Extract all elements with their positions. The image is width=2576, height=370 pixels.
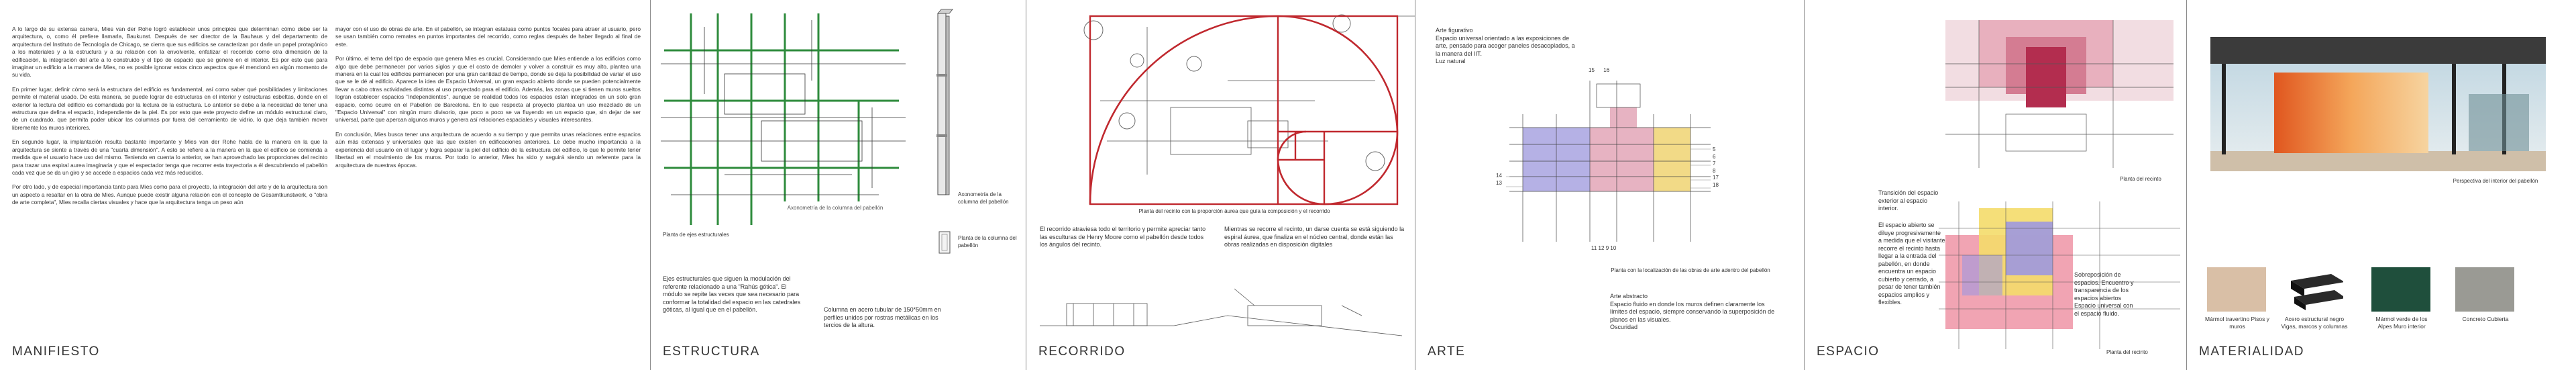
manifiesto-paragraph: En primer lugar, definir cómo será la estructura del edificio es fundamental, así como saber qué posibilidades y limitaciones permite el material usado. De esta manera, se puede lograr de estructuras en el interior y estructuras esbeltas, donde en el exterior la lectura del edificio es comandada por la lectura de la estructura. Lo anterior se debe a la necesidad de tener una estructura que defina el espacio, independiente de la piel. Es por esto que este proyecto define un módulo estructural claro, de un cuadrado, que permita poder ubicar las columnas por fuera del cerramiento de vidrio, lo que deja también mover libremente los muros interiores. — [12, 85, 327, 131]
section-title-recorrido: RECORRIDO — [1038, 344, 1126, 359]
arte-grid-labels-bottom: 11 12 9 10 — [1591, 245, 1617, 251]
arte-plan-caption: Planta con la localización de las obras de arte adentro del pabellón — [1611, 267, 1770, 273]
espacio-lower-caption: Planta del recinto — [2106, 349, 2148, 355]
arte-grid-labels-left: 14 13 — [1496, 173, 1502, 186]
material-caption: Concreto Cubierta — [2462, 316, 2509, 322]
structural-axes — [664, 13, 899, 225]
recorrido-text-left: El recorrido atraviesa todo el territorio y permite apreciar tanto las esculturas de Henry Moore como el pabellón desde todos los ángulos del recinto. — [1040, 226, 1206, 248]
steel-column — [2452, 64, 2456, 154]
material-caption: Mármol verde de los Alpes Muro interior — [2375, 316, 2428, 330]
panel-estructura — [651, 0, 1026, 370]
arte-intro-line: Espacio universal orientado a las exposiciones de arte, pensado para acoger paneles desacoplados, a la manera del IIT. — [1436, 34, 1575, 57]
manifiesto-paragraph: En segundo lugar, la implantación resulta bastante importante y Mies van der Rohe habla de la manera en la que la arquitectura se siente a través de una "cuarta dimensión". A esto se refiere a la manera en la que el edificio se comienda a medida que el usuario hace uso del mismo. Teniendo en cuenta lo anterior, se han aprovechado las proporciones del recinto para trazar una espiral aurea imaginaria y que el espectador tenga que recorrer esta trayectoria a él descubriendo el pabellón cada vez que se da un giro y se accede a espacios cada vez más reducidos. — [12, 138, 327, 176]
panel-manifiesto — [0, 0, 651, 370]
manifiesto-paragraph: Por último, el tema del tipo de espacio que genera Mies es crucial. Considerando que Mies entiende a los edificios como algo que debe permanecer por varios siglos y que el costo de demoler y volver a construir es muy alto, plantea una manera en la cual los edificios permanecen por una gran cantidad de tiempo, donde se deja la posibilidad de variar el uso que se le dé al edificio. Aparece la idea de Espacio Universal, un gran espacio abierto donde se pueden potencialmente llevar a cabo otras actividades distintas al uso proyectado para el edificio. Además, las zonas que si tienen muros sueltos logran establecer espacios "independientes", aunque se realidad todos los espacios están integrados en un solo gran espacio, como ocurre en el Pabellón de Barcelona. En lo que respecta al proyecto plantea un uso mezclado de un "Espacio Universal" con ningún muro divisorio, que poco a poco se va fluyendo en un espacio que, sin dejar de ser universal, parte que apercan algunos muros y genera así relaciones espaciales y visuales interesantes. — [335, 55, 641, 124]
estructura-text-left: Ejes estructurales que siguen la modulación del referente relacionado a una "Rahús gótica". El módulo se repite las veces que sea necesario para conformar la totalidad del espacio en las catedrales góticas, al igual que en el pabellón. — [663, 275, 801, 313]
swatch-travertino — [2207, 267, 2266, 312]
render-caption: Perspectiva del interior del pabellón — [2453, 178, 2538, 184]
axon-caption: Axonometría de la columna del pabellón — [787, 205, 883, 211]
espacio-text-top: Transición del espacio exterior al espacio interior. — [1878, 189, 1939, 212]
yellow-zone — [1654, 128, 1690, 191]
arte-bottom-line: Espacio fluido en donde los muros definen claramente los límites del espacio, siempre conservando la superposición de planos en las visuales. — [1610, 300, 1775, 323]
arte-grid-labels-top: 15 16 — [1589, 67, 1610, 73]
panel-recorrido — [1026, 0, 1415, 370]
swatch-concreto — [2455, 267, 2514, 312]
arte-intro-line: Arte figurativo — [1436, 27, 1473, 34]
tree-outlines — [1084, 15, 1385, 171]
material-caption: Mármol travertino Pisos y muros — [2205, 316, 2269, 330]
manifiesto-paragraph: mayor con el uso de obras de arte. En el pabellón, se integran estatuas como puntos focales para atraer al usuario, pero se usan también como remates en puntos importantes del recorrido, como reglas después de haber llegado al final de este. — [335, 26, 641, 48]
steel-column — [2222, 64, 2226, 154]
manifiesto-column-2 — [335, 26, 641, 176]
arte-bottom-line: Oscuridad — [1610, 324, 1638, 330]
interior-render — [2187, 0, 2576, 370]
arte-bottom-text — [1610, 293, 1778, 332]
column-plan-caption: Planta de la columna del pabellón — [958, 235, 1017, 248]
travertine-floor — [2210, 151, 2546, 171]
golden-spiral-plan — [1026, 0, 1415, 370]
golden-rectangles — [1090, 16, 1397, 204]
panel-materialidad — [2187, 0, 2576, 370]
espacio-text-mid: El espacio abierto se diluye progresivamente a medida que el visitante recorre el recinto hasta llegar a la entrada del pabellón, en donde encuentra un espacio cubierto y cerrado, a pesar de tener también espacios amplios y flexibles. — [1878, 222, 1945, 306]
estructura-text-right: Columna en acero tubular de 150*50mm en perfiles unidos por rostras metálicas en los tercios de la altura. — [824, 306, 941, 328]
lower-plan-blue-2 — [1962, 255, 2002, 295]
plan-caption: Planta de ejes estructurales — [663, 232, 729, 238]
manifiesto-paragraph: Por otro lado, y de especial importancia tanto para Mies como para el proyecto, la integración del arte y de la arquitectura son un aspecto a resaltar en la obra de Mies. Aunque puede existir alguna relación con el concepto de Gesamtkunstwerk, o "obra de arte completa", Mies recalla ciertas visuales y hace que la arquitectura tenga un peso aún — [12, 183, 327, 206]
swatch-acero — [2284, 267, 2343, 312]
section-title-arte: ARTE — [1428, 344, 1466, 359]
pink-zone — [1590, 128, 1654, 191]
section-title-materialidad: MATERIALIDAD — [2199, 344, 2305, 359]
panel-espacio — [1805, 0, 2187, 370]
recorrido-text-right: Mientras se recorre el recinto, un darse cuenta se está siguiendo la espiral áurea, que finaliza en el núcleo central, donde están las obras realizadas en disposición digitales — [1224, 226, 1405, 248]
section-title-manifiesto: MANIFIESTO — [12, 344, 100, 359]
pink-zone-top — [1610, 107, 1637, 128]
section-sketches — [1040, 289, 1402, 336]
section-title-espacio: ESPACIO — [1817, 344, 1880, 359]
manifiesto-paragraph: En conclusión, Mies busca tener una arquitectura de acuerdo a su tiempo y que permita unas relaciones entre espacios aún más extensas y universales que las que existen en edificaciones anteriores. Le debe mucho importancia a la experiencia del usuario en el lugar y logra separar la piel del edificio de la estructura del edificio, lo que le permite tener libertad en el movimiento de los muros. Por todo lo anterior, Mies ha sido y seguirá siendo un referente para la arquitectura de nuestras épocas. — [335, 130, 641, 169]
espacio-upper-caption: Planta del recinto — [2120, 176, 2161, 182]
swatch-marmol-verde — [2371, 267, 2430, 312]
manifiesto-column-1 — [12, 26, 327, 214]
material-caption: Acero estructural negro Vigas, marcos y columnas — [2281, 316, 2348, 330]
upper-plan-center — [2026, 47, 2066, 107]
espacio-text-right: Sobreposición de espacios. Encuentro y transparencia de los espacios abiertos Espacio universal con el espacio fluido. — [2074, 271, 2134, 317]
plan-grid — [1509, 81, 1711, 242]
arte-grid-labels-right: 5 6 7 8 17 18 — [1713, 146, 1719, 188]
column-plan-drawing — [939, 232, 950, 253]
axon-side-caption: Axonometría de la columna del pabellón — [958, 191, 1009, 205]
column-axonometry — [936, 9, 953, 195]
arte-bottom-line: Arte abstracto — [1610, 293, 1648, 299]
recorrido-plan-caption: Planta del recinto con la proporción áurea que guía la composición y el recorrido — [1138, 208, 1330, 214]
section-title-estructura: ESTRUCTURA — [663, 344, 760, 359]
manifiesto-paragraph: A lo largo de su extensa carrera, Mies van der Rohe logró establecer unos principios que determinan cómo debe ser la arquitectura, o, como él prefiere llamarla, Baukunst. Después de ser director de la Bauhaus y del departamento de arquitectura del Instituto de Tecnología de Chicago, se cierra que sus edificios se caracterizan por darle un papel protagónico a los materiales y a la estructura y a su relación con la envolvente, enfatizar el recorrido como otra dimensión de la edificación, la integración del arte a lo construido y el tipo de espacio que se genere en el interior. Es por esto que para imaginar un edificio a la manera de Mies, no es posible ignorar estos cinco aspectos que él mencionó en algún momento de su vida. — [12, 26, 327, 79]
golden-spiral-path — [1090, 16, 1397, 204]
glass-pane — [2469, 94, 2529, 151]
roof-slab — [2210, 37, 2546, 64]
onyx-wall — [2274, 73, 2428, 153]
lower-plan-blue — [2006, 222, 2053, 275]
site-linework — [1090, 16, 1415, 188]
panel-arte — [1415, 0, 1805, 370]
arte-intro-line: Luz natural — [1436, 58, 1466, 64]
